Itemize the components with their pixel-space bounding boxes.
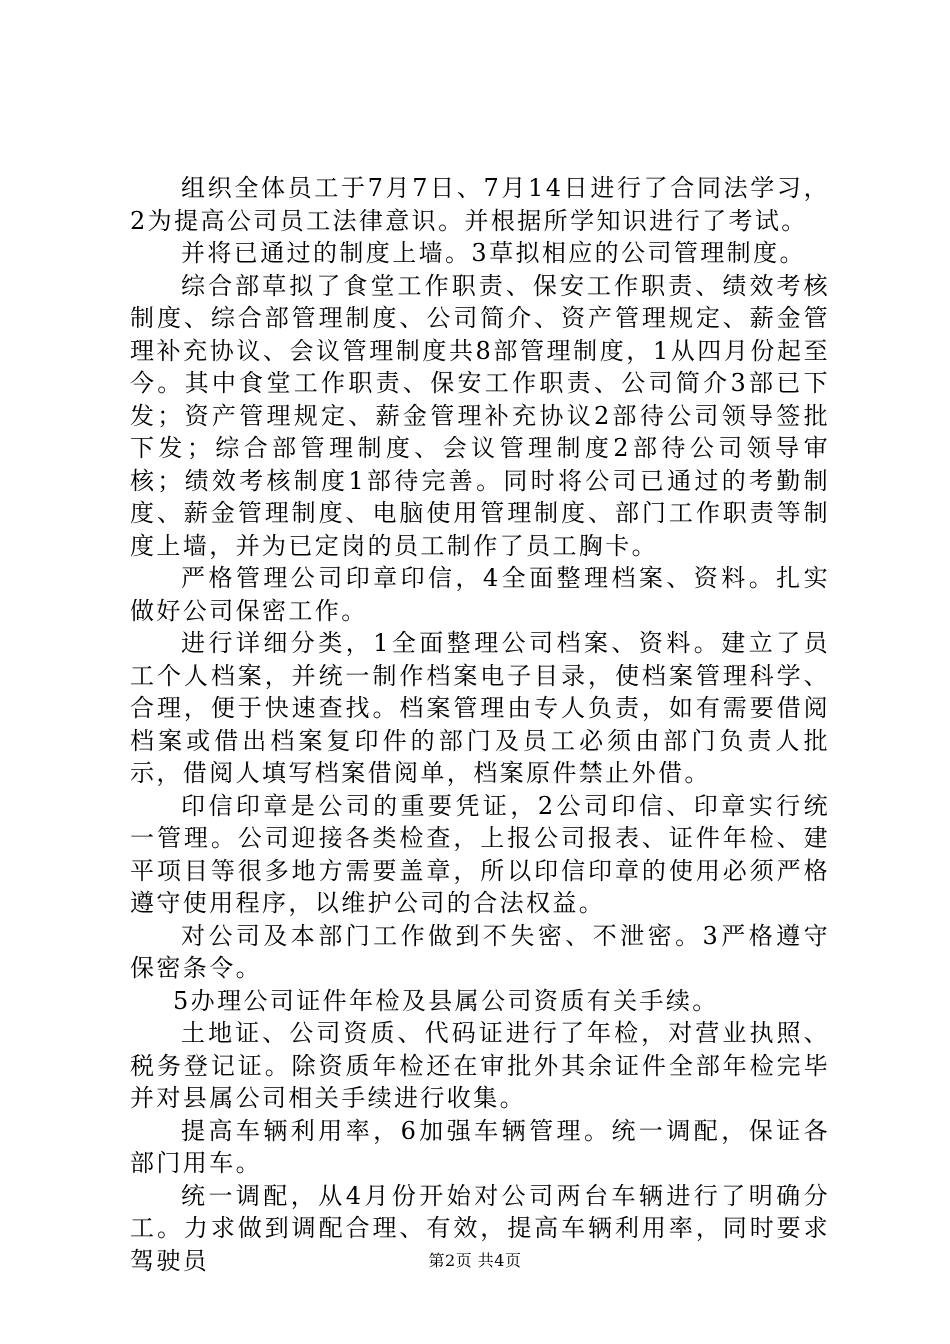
paragraph-1: 组织全体员工于7月7日、7月14日进行了合同法学习，2为提高公司员工法律意识。并根据所学知识进行了考试。 xyxy=(130,174,830,235)
paragraph-7: 对公司及本部门工作做到不失密、不泄密。3严格遵守保密条令。 xyxy=(130,921,830,982)
paragraph-6: 印信印章是公司的重要凭证，2公司印信、印章实行统一管理。公司迎接各类检查，上报公司报表、证件年检、建平项目等很多地方需要盖章，所以印信印章的使用必须严格遵守使用程序，以维护公司的合法权益。 xyxy=(130,791,830,917)
document-body xyxy=(130,172,830,1277)
page-footer xyxy=(0,1248,950,1271)
paragraph-11: 统一调配，从4月份开始对公司两台车辆进行了明确分工。力求做到调配合理、有效，提高车辆利用率，同时要求驾驶员 xyxy=(130,1181,830,1275)
paragraph-3: 综合部草拟了食堂工作职责、保安工作职责、绩效考核制度、综合部管理制度、公司简介、资产管理规定、薪金管理补充协议、会议管理制度共8部管理制度，1从四月份起至今。其中食堂工作职责、保安工作职责、公司简介3部已下发；资产管理规定、薪金管理补充协议2部待公司领导签批下发；综合部管理制度、会议管理制度2部待公司领导审核；绩效考核制度1部待完善。同时将公司已通过的考勤制度、薪金管理制度、电脑使用管理制度、部门工作职责等制度上墙，并为已定岗的员工制作了员工胸卡。 xyxy=(130,271,830,560)
paragraph-10: 提高车辆利用率，6加强车辆管理。统一调配，保证各部门用车。 xyxy=(130,1116,830,1177)
page-number-label: 第2页 共4页 xyxy=(428,1251,522,1270)
paragraph-9: 土地证、公司资质、代码证进行了年检，对营业执照、税务登记证。除资质年检还在审批外其余证件全部年检完毕并对县属公司相关手续进行收集。 xyxy=(130,1019,830,1112)
paragraph-4: 严格管理公司印章印信，4全面整理档案、资料。扎实做好公司保密工作。 xyxy=(130,564,830,625)
paragraph-5: 进行详细分类，1全面整理公司档案、资料。建立了员工个人档案，并统一制作档案电子目录，使档案管理科学、合理，便于快速查找。档案管理由专人负责，如有需要借阅档案或借出档案复印件的部门及员工必须由部门负责人批示，借阅人填写档案借阅单，档案原件禁止外借。 xyxy=(130,629,830,787)
paragraph-8: 5办理公司证件年检及县属公司资质有关手续。 xyxy=(173,986,719,1015)
paragraph-2: 并将已通过的制度上墙。3草拟相应的公司管理制度。 xyxy=(181,239,806,267)
